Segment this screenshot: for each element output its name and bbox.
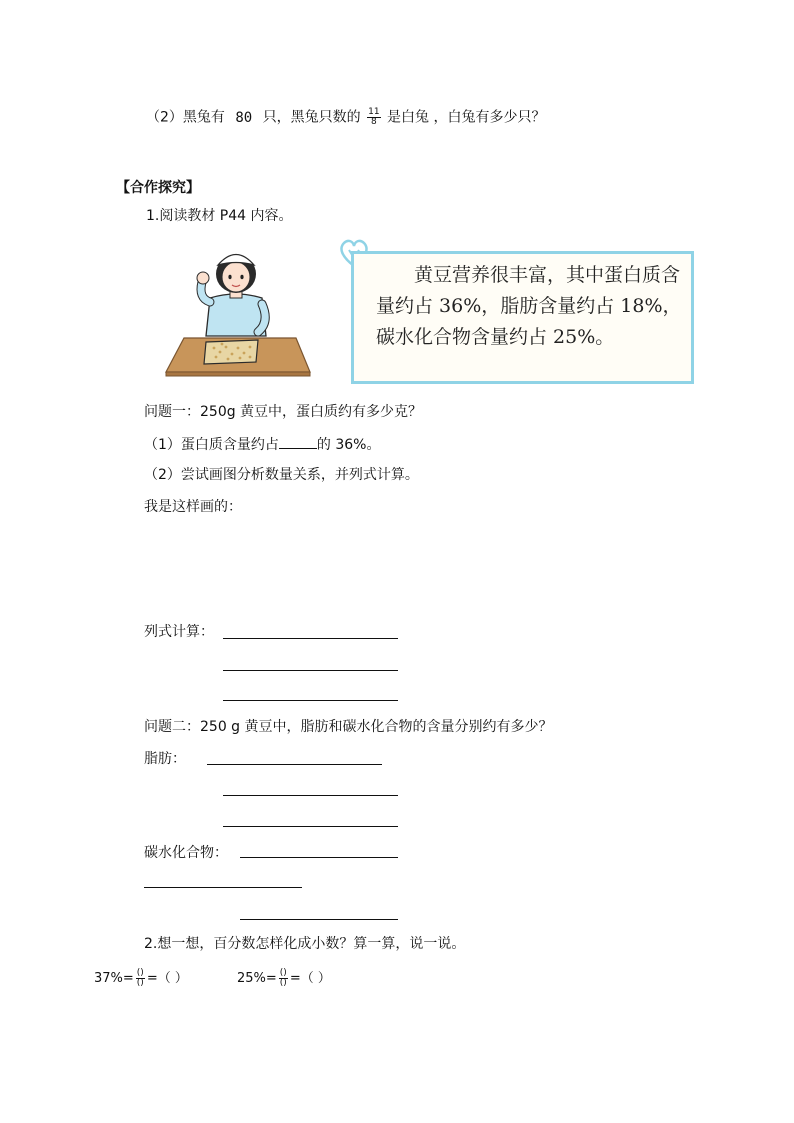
answer-parens[interactable]: （ ） xyxy=(157,971,188,986)
carb-label: 碳水化合物： xyxy=(144,845,228,861)
info-callout xyxy=(351,251,694,384)
fraction-numerator: () xyxy=(279,968,287,978)
fraction-blank[interactable] xyxy=(279,969,288,988)
fraction-denominator: () xyxy=(279,978,287,988)
problem-1-sub2: （2）尝试画图分析数量关系，并列式计算。 xyxy=(144,467,419,483)
conversion-37 xyxy=(94,969,188,988)
problem-1-title: 问题一：250g 黄豆中，蛋白质约有多少克？ xyxy=(144,404,423,420)
q2-mid: 只，黑兔只数的 xyxy=(262,109,361,126)
conversion-25 xyxy=(237,969,331,988)
fraction-denominator: 8 xyxy=(371,117,377,127)
problem-2-title: 问题二：250 g 黄豆中，脂肪和碳水化合物的含量分别约有多少？ xyxy=(144,719,553,735)
fraction-numerator: 11 xyxy=(368,107,380,117)
sub1-after: 的 36%。 xyxy=(316,437,381,453)
question-2-line xyxy=(146,108,546,127)
sub1-before: （1）蛋白质含量约占 xyxy=(144,437,279,453)
answer-line[interactable] xyxy=(240,857,398,858)
callout-text: 黄豆营养很丰富，其中蛋白质含量约占 36%，脂肪含量约占 18%，碳水化合物含量约占 25%。 xyxy=(376,264,682,348)
answer-line[interactable] xyxy=(207,764,382,765)
section-title: 【合作探究】 xyxy=(116,180,200,196)
answer-line[interactable] xyxy=(223,826,398,827)
fat-label: 脂肪： xyxy=(144,751,186,767)
equals-sign: = xyxy=(289,971,301,986)
nurse-illustration xyxy=(158,238,314,378)
fraction-denominator: () xyxy=(136,978,144,988)
answer-line[interactable] xyxy=(223,670,398,671)
fill-blank[interactable] xyxy=(279,435,317,449)
q2-number: 80 xyxy=(235,109,253,126)
conv-b-left: 25%= xyxy=(237,971,277,986)
fraction-blank[interactable] xyxy=(136,969,145,988)
fraction-numerator: () xyxy=(136,968,144,978)
fraction-11-8 xyxy=(367,108,380,127)
calc-label: 列式计算： xyxy=(144,624,214,640)
answer-line[interactable] xyxy=(240,919,398,920)
answer-parens[interactable]: （ ） xyxy=(300,971,331,986)
item-1: 1.阅读教材 P44 内容。 xyxy=(146,208,293,224)
answer-line[interactable] xyxy=(223,638,398,639)
q2-before: （2）黑兔有 xyxy=(146,109,225,126)
answer-line[interactable] xyxy=(144,887,302,888)
problem-1-sub1 xyxy=(144,435,381,454)
conv-a-left: 37%= xyxy=(94,971,134,986)
equals-sign: = xyxy=(146,971,158,986)
answer-line[interactable] xyxy=(223,700,398,701)
item-2: 2.想一想，百分数怎样化成小数？算一算，说一说。 xyxy=(144,936,466,952)
q2-after: 是白兔 ，白兔有多少只？ xyxy=(387,109,546,126)
draw-label: 我是这样画的： xyxy=(144,499,242,515)
answer-line[interactable] xyxy=(223,795,398,796)
